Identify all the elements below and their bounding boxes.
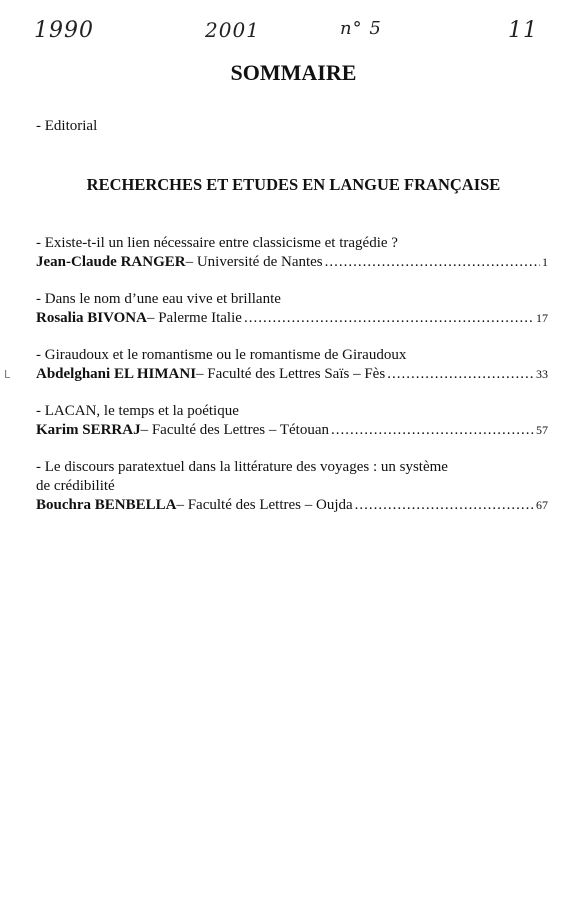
entry-author-line — [36, 253, 548, 272]
margin-mark: L — [4, 368, 11, 381]
entry-author: Bouchra BENBELLA — [36, 497, 177, 513]
entry-title: - LACAN, le temps et la poétique — [36, 403, 239, 419]
entry-page-number: 17 — [536, 311, 548, 325]
entry-author: Rosalia BIVONA — [36, 310, 147, 326]
handwritten-issue-number: n° 5 — [340, 18, 382, 39]
toc-entry — [36, 234, 548, 272]
entry-title: - Existe-t-il un lien nécessaire entre classicisme et tragédie ? — [36, 235, 398, 251]
entry-affiliation: – Université de Nantes — [185, 254, 323, 270]
entry-title: - Dans le nom d’une eau vive et brillante — [36, 291, 281, 307]
table-of-contents — [36, 234, 548, 533]
entry-page-number: 57 — [536, 423, 548, 437]
section-heading: RECHERCHES ET ETUDES EN LANGUE FRANÇAISE — [86, 175, 501, 194]
entry-title: - Le discours paratextuel dans la littérature des voyages : un système — [36, 459, 448, 475]
editorial-entry: - Editorial — [36, 118, 98, 134]
toc-entry — [36, 402, 548, 440]
dot-leader — [325, 253, 540, 272]
dot-leader — [331, 421, 534, 440]
entry-affiliation: – Faculté des Lettres – Oujda — [176, 497, 353, 513]
entry-author: Jean-Claude RANGER — [36, 254, 186, 270]
entry-author-line — [36, 421, 548, 440]
entry-author: Karim SERRAJ — [36, 422, 141, 438]
entry-title: - Giraudoux et le romantisme ou le romantisme de Giraudoux — [36, 347, 407, 363]
toc-entry — [36, 346, 548, 384]
entry-author-line — [36, 496, 548, 515]
entry-page-number: 1 — [542, 255, 548, 269]
entry-page-number: 67 — [536, 498, 548, 512]
entry-affiliation: – Faculté des Lettres Saïs – Fès — [196, 366, 386, 382]
dot-leader — [387, 365, 534, 384]
entry-page-number: 33 — [536, 367, 548, 381]
entry-affiliation: – Faculté des Lettres – Tétouan — [140, 422, 330, 438]
entry-author: Abdelghani EL HIMANI — [36, 366, 197, 382]
handwritten-corner-mark: 11 — [508, 18, 538, 43]
entry-affiliation: – Palerme Italie — [146, 310, 242, 326]
toc-entry — [36, 290, 548, 328]
toc-entry — [36, 458, 548, 515]
handwritten-year-1: 1990 — [34, 18, 94, 43]
dot-leader — [244, 309, 534, 328]
entry-title-continued: de crédibilité — [36, 478, 115, 494]
handwritten-year-2: 2001 — [205, 18, 260, 42]
entry-author-line — [36, 365, 548, 384]
dot-leader — [355, 496, 534, 515]
entry-author-line — [36, 309, 548, 328]
page-title: SOMMAIRE — [230, 60, 357, 85]
